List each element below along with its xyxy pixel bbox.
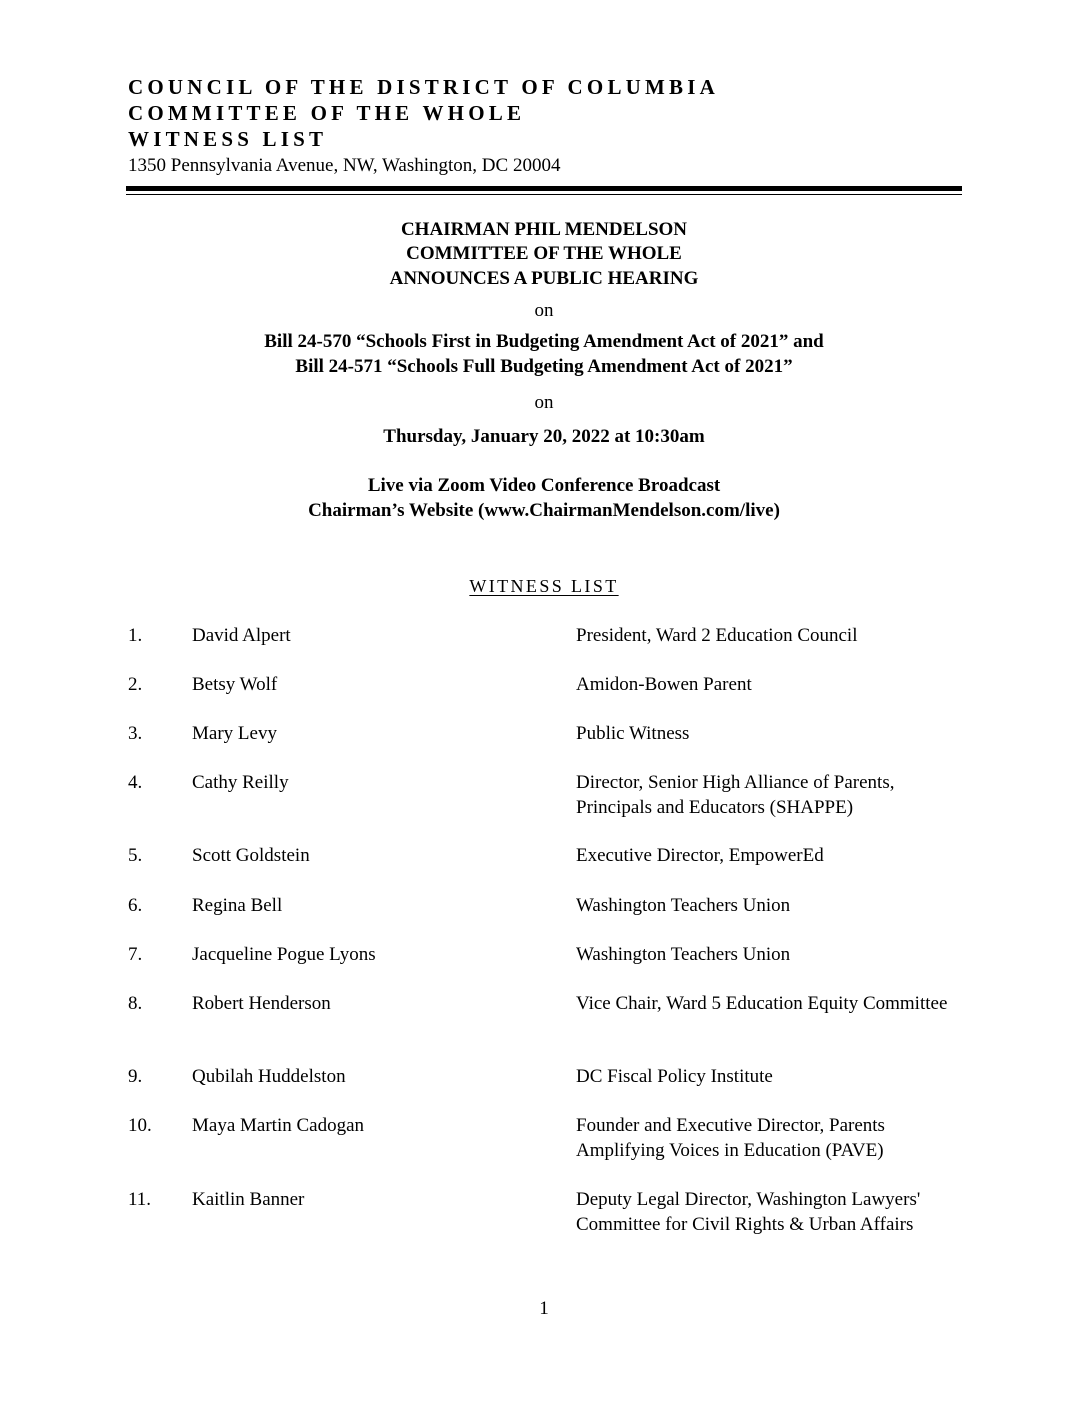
witness-number: 1. bbox=[128, 625, 143, 646]
committee-name: COMMITTEE OF THE WHOLE bbox=[128, 101, 526, 125]
on-text-1: on bbox=[534, 300, 554, 321]
witness-affiliation: Washington Teachers Union bbox=[576, 895, 791, 916]
witness-name: Maya Martin Cadogan bbox=[192, 1115, 365, 1136]
witness-affiliation: Director, Senior High Alliance of Parents, Principals and Educators (SHAPPE) bbox=[576, 772, 895, 818]
witness-affiliation: Vice Chair, Ward 5 Education Equity Committee bbox=[576, 993, 948, 1014]
witness-affiliation: Deputy Legal Director, Washington Lawyers' Committee for Civil Rights & Urban Affairs bbox=[576, 1189, 921, 1235]
witness-name: Robert Henderson bbox=[192, 993, 331, 1014]
witness-name: Betsy Wolf bbox=[192, 674, 278, 695]
witness-affiliation: Amidon-Bowen Parent bbox=[576, 674, 752, 695]
council-address: 1350 Pennsylvania Avenue, NW, Washington, DC 20004 bbox=[128, 155, 561, 176]
witness-affiliation: Executive Director, EmpowerEd bbox=[576, 845, 824, 866]
witness-name: David Alpert bbox=[192, 625, 291, 646]
witness-number: 6. bbox=[128, 895, 143, 916]
witness-name: Cathy Reilly bbox=[192, 772, 289, 793]
witness-name: Kaitlin Banner bbox=[192, 1189, 305, 1210]
header-rule-thick bbox=[126, 186, 962, 191]
venue-line-1: Live via Zoom Video Conference Broadcast bbox=[367, 475, 721, 496]
witness-name: Mary Levy bbox=[192, 723, 277, 744]
header-rule-thin bbox=[126, 194, 962, 195]
witness-number: 2. bbox=[128, 674, 143, 695]
witness-number: 9. bbox=[128, 1066, 143, 1087]
witness-affiliation: Washington Teachers Union bbox=[576, 944, 791, 965]
witness-number: 10. bbox=[128, 1115, 152, 1136]
witness-number: 11. bbox=[128, 1189, 152, 1210]
witness-number: 8. bbox=[128, 993, 143, 1014]
bill-line-2: Bill 24-571 “Schools Full Budgeting Amendment Act of 2021” bbox=[295, 356, 793, 377]
chairman-line: CHAIRMAN PHIL MENDELSON bbox=[400, 219, 688, 240]
witness-list-heading-text: WITNESS LIST bbox=[469, 576, 619, 596]
witness-name: Jacqueline Pogue Lyons bbox=[192, 944, 376, 965]
bill-line-1: Bill 24-570 “Schools First in Budgeting Amendment Act of 2021” and bbox=[264, 331, 824, 352]
announces-line: ANNOUNCES A PUBLIC HEARING bbox=[389, 268, 699, 289]
witness-name: Regina Bell bbox=[192, 895, 283, 916]
witness-name: Qubilah Huddelston bbox=[192, 1066, 346, 1087]
council-name: COUNCIL OF THE DISTRICT OF COLUMBIA bbox=[128, 75, 719, 99]
witness-number: 4. bbox=[128, 772, 143, 793]
witness-name: Scott Goldstein bbox=[192, 845, 310, 866]
witness-number: 3. bbox=[128, 723, 143, 744]
on-text-2: on bbox=[534, 392, 554, 413]
witness-number: 5. bbox=[128, 845, 143, 866]
letterhead bbox=[128, 74, 719, 178]
witness-affiliation: DC Fiscal Policy Institute bbox=[576, 1066, 773, 1087]
witness-affiliation: Public Witness bbox=[576, 723, 690, 744]
witness-affiliation: President, Ward 2 Education Council bbox=[576, 625, 858, 646]
document-type: WITNESS LIST bbox=[128, 127, 328, 151]
venue-line-2: Chairman’s Website (www.ChairmanMendelson.com/live) bbox=[308, 500, 780, 521]
hearing-date: Thursday, January 20, 2022 at 10:30am bbox=[383, 426, 705, 447]
witness-list-heading bbox=[0, 574, 1088, 598]
witness-affiliation: Founder and Executive Director, Parents Amplifying Voices in Education (PAVE) bbox=[576, 1115, 885, 1161]
committee-line: COMMITTEE OF THE WHOLE bbox=[406, 243, 682, 264]
page-number: 1 bbox=[539, 1298, 549, 1319]
witness-number: 7. bbox=[128, 944, 143, 965]
